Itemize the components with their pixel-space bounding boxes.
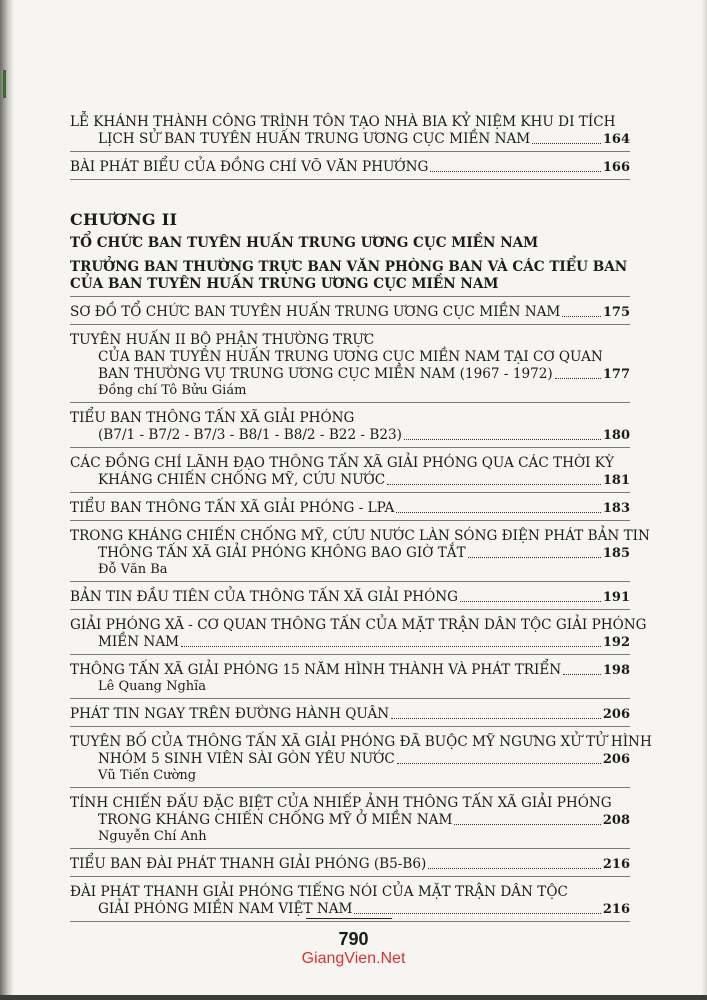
page-right-edge [701,0,707,1000]
toc-entry-line [70,751,630,768]
toc-entry-title: GIẢI PHÓNG MIỀN NAM VIỆT NAM [98,901,353,917]
dot-leader [563,663,601,675]
toc-entry-author: Đồng chí Tô Bửu Giám [98,383,247,398]
toc-entry-line [70,131,630,148]
toc-entry-line [70,332,630,349]
toc-entry[interactable] [70,704,630,727]
toc-entry-line [70,545,630,562]
toc-page-number: 181 [602,473,630,488]
toc-entry[interactable] [70,615,647,655]
dot-leader [454,813,600,825]
dot-leader [397,752,601,764]
toc-entry-title: NHÓM 5 SINH VIÊN SÀI GÒN YÊU NƯỚC [98,751,395,767]
toc-entry-line [70,472,630,489]
toc-entry-line [70,159,630,176]
toc-entry-line [70,410,630,427]
dot-leader [354,902,600,914]
toc-entry-title: (B7/1 - B7/2 - B7/3 - B8/1 - B8/2 - B22 - B23) [98,427,402,443]
toc-entry-title: BAN THƯỜNG VỤ TRUNG ƯƠNG CỤC MIỀN NAM (1967 - 1972) [98,366,553,382]
toc-chapter-entries [70,302,652,922]
toc-entry-line [70,455,630,472]
toc-entry[interactable] [70,854,630,877]
toc-entry-title: MIỀN NAM [98,634,180,650]
toc-page-number: 208 [602,813,630,828]
toc-entry[interactable] [70,112,630,152]
toc-page-number: 216 [602,902,630,917]
toc-entry[interactable] [70,587,630,610]
chapter-headings [70,235,630,297]
toc-page-number: 198 [602,663,630,678]
toc-entry[interactable] [70,498,630,521]
toc-entry-title: TUYÊN BỐ CỦA THÔNG TẤN XÃ GIẢI PHÓNG ĐÃ BUỘC MỸ NGƯNG XỬ TỬ HÌNH [70,734,652,750]
toc-entry-title: KHÁNG CHIẾN CHỐNG MỸ, CỨU NƯỚC [98,472,386,488]
toc-entry[interactable] [70,793,630,849]
toc-page-number: 185 [602,546,630,561]
toc-entry[interactable] [70,408,630,448]
toc-page-number: 177 [602,367,630,382]
toc-entry-line [70,884,630,901]
toc-entry-line [70,589,630,606]
toc-entry[interactable] [70,302,630,325]
toc-entry-author: Lê Quang Nghĩa [98,679,207,694]
toc-page-number: 180 [602,428,630,443]
toc-entry-title: LỊCH SỬ BAN TUYÊN HUẤN TRUNG ƯƠNG CỤC MIỀN NAM [98,131,531,147]
dot-leader [396,501,601,513]
dot-leader [428,857,601,869]
toc-page-number: 192 [602,635,630,650]
toc-entry-title: CỦA BAN TUYÊN HUẤN TRUNG ƯƠNG CỤC MIỀN NAM TẠI CƠ QUAN [98,349,603,365]
toc-entry-title: BẢN TIN ĐẦU TIÊN CỦA THÔNG TẤN XÃ GIẢI PHÓNG [70,589,459,605]
toc-entry[interactable] [70,453,630,493]
toc-entry-line [70,706,630,723]
footer-rule [306,918,392,919]
dot-leader [391,707,601,719]
toc-entry-line [70,617,647,634]
toc-entry-author: Nguyễn Chí Anh [98,829,207,844]
chapter-title: CHƯƠNG II [70,210,178,229]
toc-page-number: 206 [602,752,630,767]
dot-leader [532,132,601,144]
toc-entry-title: SƠ ĐỒ TỔ CHỨC BAN TUYÊN HUẤN TRUNG ƯƠNG CỤC MIỀN NAM [70,304,561,320]
toc-entry-title: TIỂU BAN THÔNG TẤN XÃ GIẢI PHÓNG - LPA [70,500,395,516]
toc-entry-title: TRONG KHÁNG CHIẾN CHỐNG MỸ, CỨU NƯỚC LÀN SÓNG ĐIỆN PHÁT BẢN TIN [70,528,650,544]
toc-entry-title: TIỂU BAN ĐÀI PHÁT THANH GIẢI PHÓNG (B5-B6) [70,856,427,872]
page-number: 790 [338,929,369,949]
chapter-heading-2-line: TRƯỞNG BAN THƯỜNG TRỰC BAN VĂN PHÒNG BAN VÀ CÁC TIỂU BAN [70,259,628,275]
toc-entry-title: THÔNG TẤN XÃ GIẢI PHÓNG 15 NĂM HÌNH THÀNH VÀ PHÁT TRIỂN [70,662,562,678]
toc-top-entries [70,112,630,180]
toc-entry-title: TUYÊN HUẤN II BỘ PHẬN THƯỜNG TRỰC [70,332,375,348]
toc-entry-title: THÔNG TẤN XÃ GIẢI PHÓNG KHÔNG BAO GIỜ TẮT [98,545,466,561]
toc-entry-line [70,812,630,829]
spine-mark [3,70,6,98]
toc-entry-line [70,500,630,517]
toc-entry-title: TÍNH CHIẾN ĐẤU ĐẶC BIỆT CỦA NHIẾP ẢNH THÔNG TẤN XÃ GIẢI PHÓNG [70,795,612,811]
toc-entry-line [70,662,630,679]
toc-entry-line [70,304,630,321]
toc-page-number: 191 [602,590,630,605]
toc-entry-title: TRONG KHÁNG CHIẾN CHỐNG MỸ Ở MIỀN NAM [98,812,453,828]
toc-entry-title: TIỂU BAN THÔNG TẤN XÃ GIẢI PHÓNG [70,410,355,426]
toc-entry-title: CÁC ĐỒNG CHÍ LÃNH ĐẠO THÔNG TẤN XÃ GIẢI PHÓNG QUA CÁC THỜI KỲ [70,455,614,471]
toc-entry-line [70,349,630,366]
toc-page-number: 206 [602,707,630,722]
toc-entry-title: BÀI PHÁT BIỂU CỦA ĐỒNG CHÍ VÕ VĂN PHƯỚNG [70,159,429,175]
toc-page-number: 216 [602,857,630,872]
toc-page-number: 175 [602,305,630,320]
dot-leader [562,305,601,317]
chapter-heading-2-line: CỦA BAN TUYÊN HUẤN TRUNG ƯƠNG CỤC MIỀN NAM [70,276,499,292]
toc-entry-title: ĐÀI PHÁT THANH GIẢI PHÓNG TIẾNG NÓI CỦA MẶT TRẬN DÂN TỘC [70,884,568,900]
toc-entry[interactable] [70,330,630,403]
dot-leader [387,473,601,485]
toc-entry-line [70,114,630,131]
toc-entry-author: Vũ Tiến Cường [98,768,197,783]
table-of-contents [70,112,652,927]
toc-entry-line [70,856,630,873]
toc-page-number: 183 [602,501,630,516]
toc-page-number: 164 [602,132,630,147]
toc-entry[interactable] [70,660,630,699]
toc-page-number: 166 [602,160,630,175]
toc-entry-title: GIẢI PHÓNG XÃ - CƠ QUAN THÔNG TẤN CỦA MẶT TRẬN DÂN TỘC GIẢI PHÓNG [70,617,647,633]
dot-leader [430,160,600,172]
dot-leader [404,428,601,440]
toc-entry[interactable] [70,526,650,582]
toc-entry[interactable] [70,732,652,788]
toc-entry[interactable] [70,157,630,180]
dot-leader [181,635,601,647]
dot-leader [460,590,601,602]
toc-entry-title: LỄ KHÁNH THÀNH CÔNG TRÌNH TÔN TẠO NHÀ BIA KỶ NIỆM KHU DI TÍCH [70,114,616,130]
toc-entry-author: Đỗ Văn Ba [98,562,168,577]
toc-entry-line [70,528,650,545]
toc-entry-line [70,366,630,383]
toc-entry-line [70,427,630,444]
toc-entry[interactable] [70,882,630,922]
book-spine-edge [0,0,14,1000]
toc-entry-line [70,634,630,651]
toc-entry-title: PHÁT TIN NGAY TRÊN ĐƯỜNG HÀNH QUÂN [70,706,390,722]
toc-entry-line [70,901,630,918]
dot-leader [555,367,601,379]
dot-leader [468,546,601,558]
watermark-text: GiangVien.Net [301,950,406,967]
toc-entry-line [70,795,630,812]
chapter-heading-1: TỔ CHỨC BAN TUYÊN HUẤN TRUNG ƯƠNG CỤC MIỀN NAM [70,235,539,251]
toc-entry-line [70,734,652,751]
page-bottom-edge [0,995,707,1000]
